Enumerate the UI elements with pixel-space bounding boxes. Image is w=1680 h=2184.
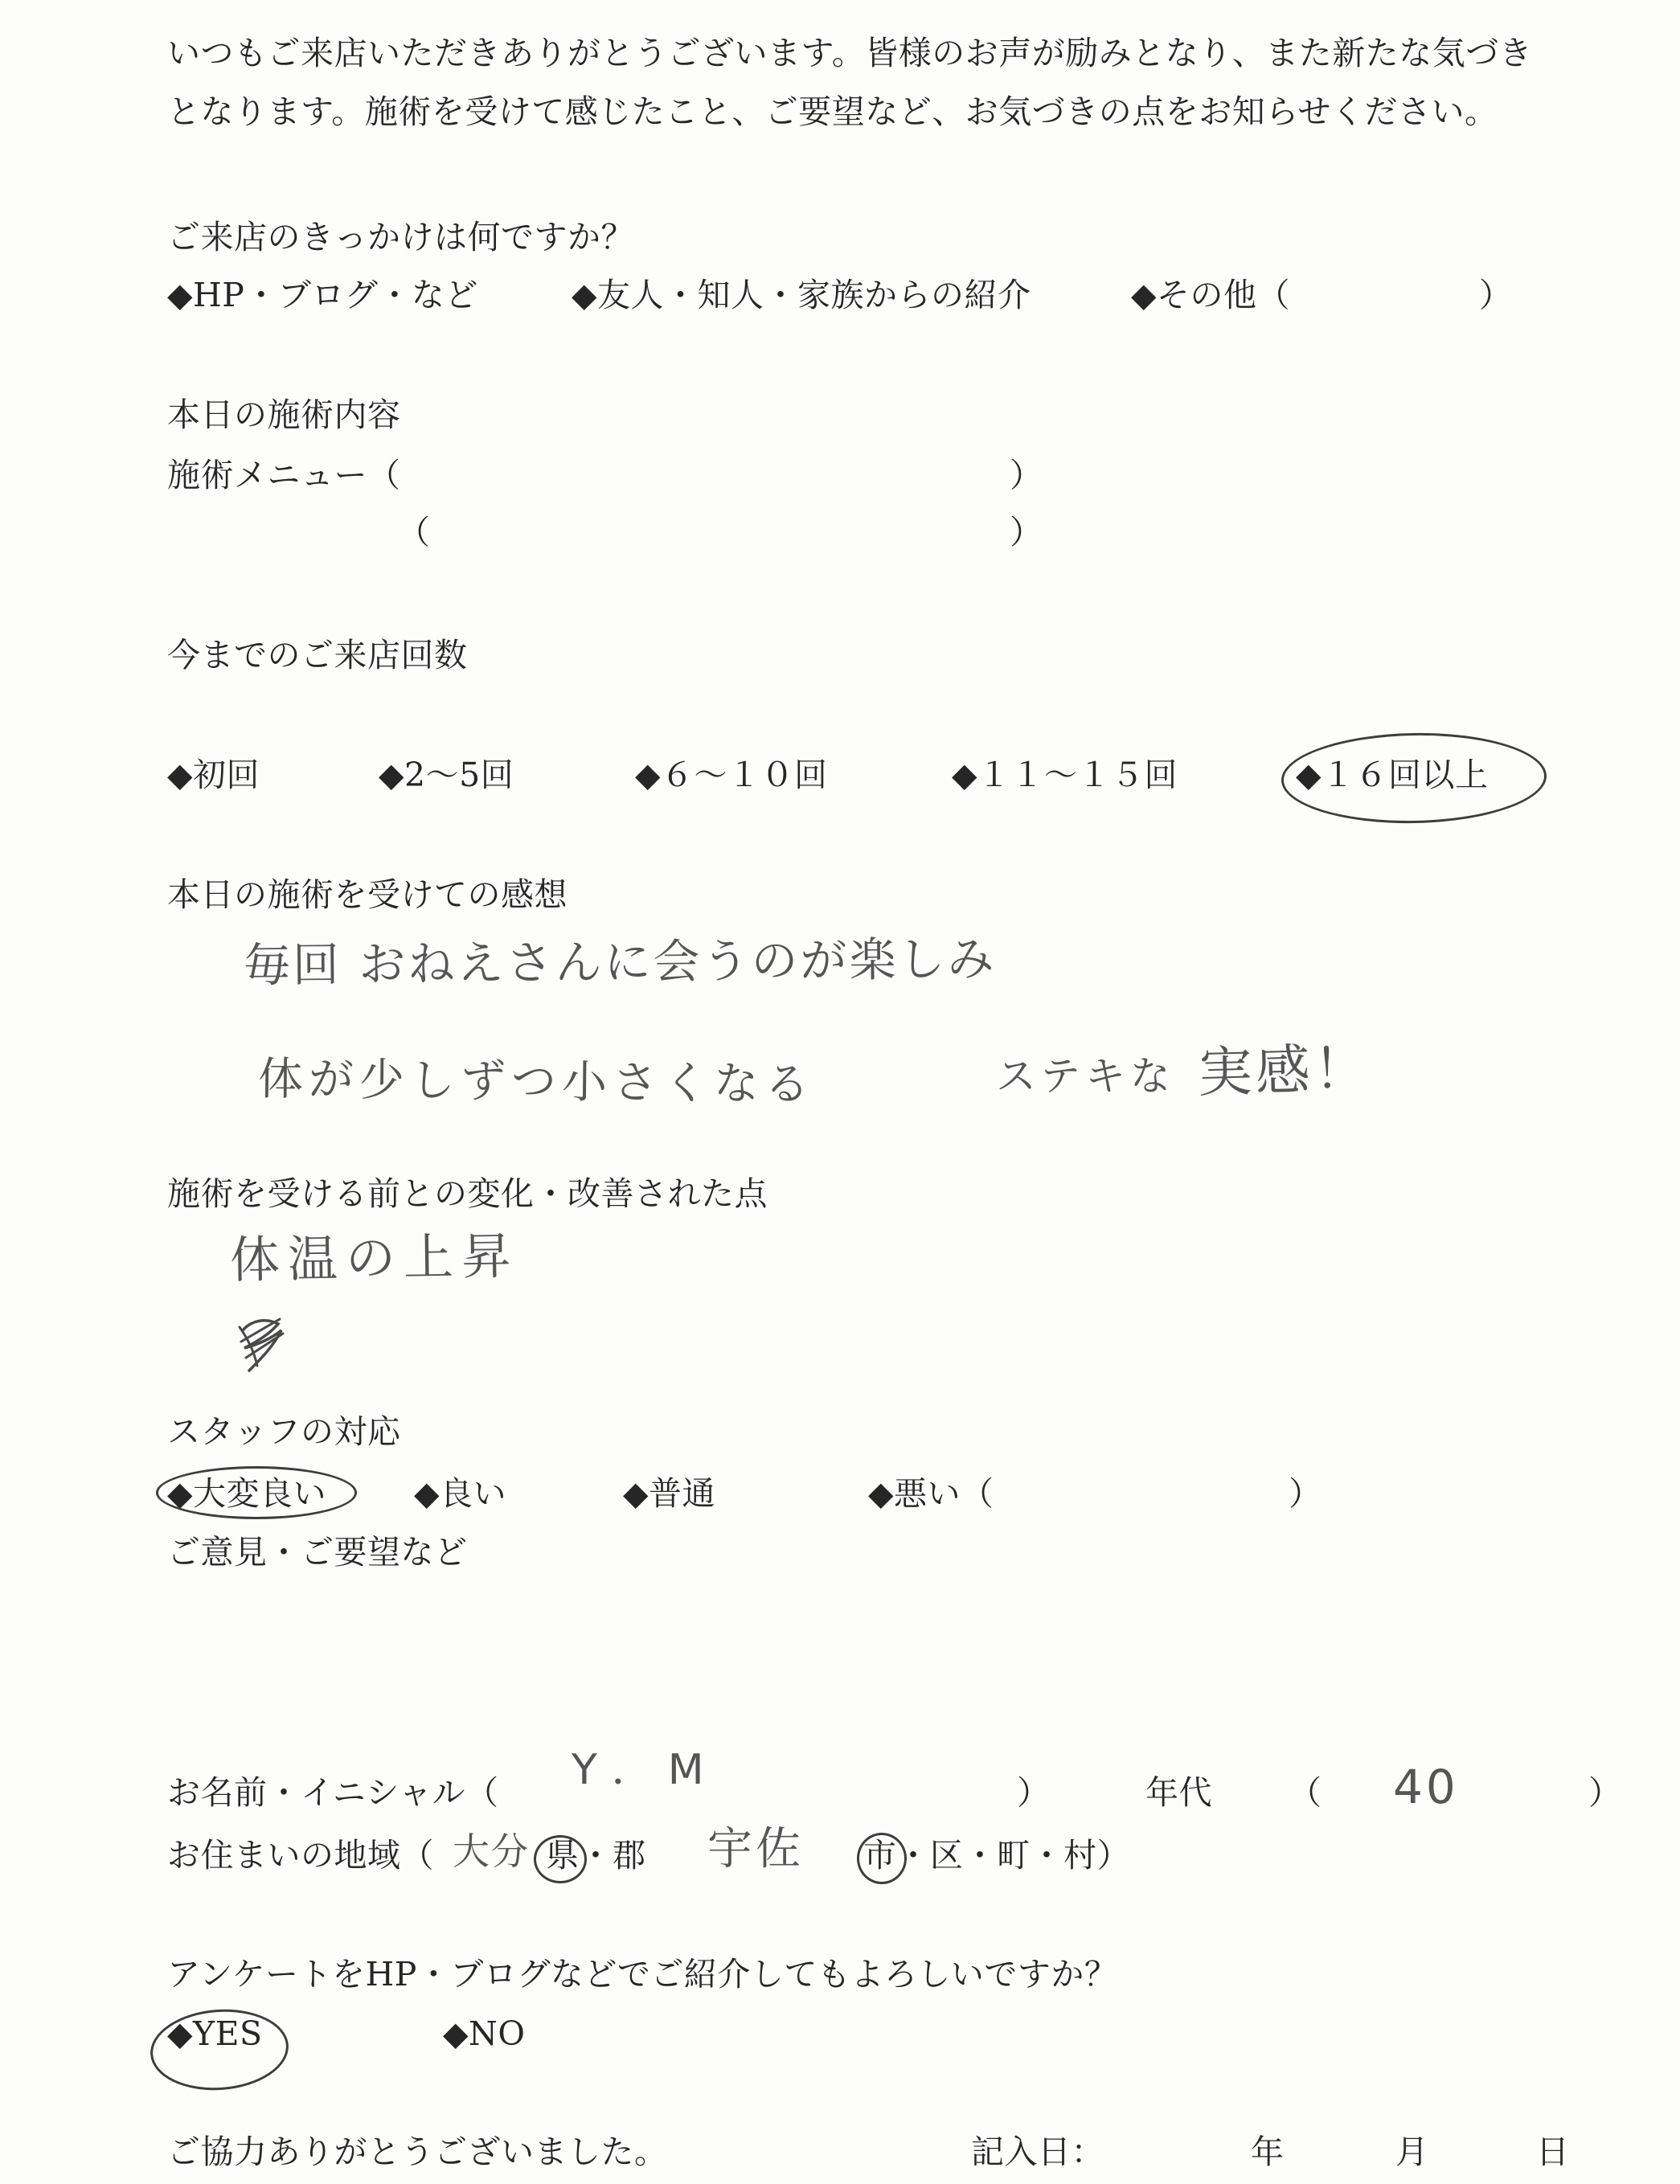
- date-year: 年: [1251, 2133, 1285, 2171]
- publish-option-no: ◆NO: [443, 2014, 526, 2053]
- age-close: ）: [1588, 1773, 1622, 1812]
- publish-question: アンケートをHP・ブログなどでご紹介してもよろしいですか？: [167, 1955, 1118, 1993]
- visits-option-first: ◆初回: [167, 756, 260, 794]
- city-handwritten: 宇佐: [707, 1823, 804, 1875]
- name-close: ）: [1017, 1773, 1051, 1812]
- thanks-text: ご協力ありがとうございました。: [167, 2133, 668, 2171]
- treatment-title: 本日の施術内容: [167, 395, 401, 434]
- comments-title: ご意見・ご要望など: [167, 1533, 468, 1571]
- prefecture-handwritten: 大分: [453, 1830, 530, 1873]
- visits-title: 今までのご来店回数: [167, 636, 468, 674]
- staff-title: スタッフの対応: [167, 1412, 401, 1451]
- treatment-menu2-open: （: [397, 513, 431, 551]
- impressions-handwritten-line-2c: 実感！: [1196, 1037, 1372, 1105]
- prefecture-selection-circle: [534, 1835, 587, 1883]
- age-open: （: [1289, 1773, 1322, 1812]
- referral-option-hp: ◆HP・ブログ・など: [167, 276, 478, 314]
- staff-option-bad: ◆悪い（: [868, 1474, 994, 1513]
- impressions-handwritten-line-2a: 体が少しずつ小さくなる: [257, 1053, 816, 1112]
- name-label: お名前・イニシャル（: [167, 1773, 499, 1812]
- intro-line-2: となります。施術を受けて感じたこと、ご要望など、お気づきの点をお知らせください。: [167, 92, 1498, 131]
- changes-handwritten: 体温の上昇: [229, 1226, 520, 1289]
- staff-option-good: ◆良い: [414, 1474, 507, 1513]
- impressions-handwritten-line-1: 毎回 おねえさんに会うのが楽しみ: [243, 931, 997, 993]
- visits-option-11-15: ◆１１～１５回: [952, 756, 1178, 794]
- staff-option-very-good: ◆大変良い: [167, 1474, 327, 1513]
- area-label: お住まいの地域（: [167, 1836, 434, 1875]
- referral-other-close: ）: [1479, 276, 1513, 314]
- impressions-title: 本日の施術を受けての感想: [167, 875, 568, 914]
- date-label: 記入日：: [971, 2133, 1104, 2171]
- staff-bad-close: ）: [1289, 1474, 1322, 1513]
- date-month: 月: [1395, 2133, 1429, 2171]
- referral-option-other: ◆その他（: [1131, 276, 1291, 314]
- city-units: 市・区・町・村）: [863, 1836, 1130, 1875]
- changes-title: 施術を受ける前との変化・改善された点: [167, 1174, 768, 1213]
- intro-line-1: いつもご来店いただきありがとうございます。皆様のお声が励みとなり、また新たな気づき: [167, 34, 1533, 72]
- staff-option-normal: ◆普通: [623, 1474, 716, 1513]
- impressions-handwritten-line-2b: ステキな: [996, 1053, 1175, 1100]
- treatment-menu-close: ）: [1010, 456, 1043, 494]
- age-handwritten: 40: [1393, 1760, 1459, 1814]
- scribble-mark: [233, 1306, 291, 1375]
- publish-option-yes: ◆YES: [167, 2014, 263, 2053]
- city-selection-circle: [857, 1833, 907, 1884]
- age-label: 年代: [1145, 1773, 1212, 1812]
- visits-option-6-10: ◆６～１０回: [635, 756, 828, 794]
- referral-option-friend: ◆友人・知人・家族からの紹介: [572, 276, 1031, 314]
- treatment-menu2-close: ）: [1010, 513, 1043, 551]
- prefecture-units: 県・郡: [546, 1836, 646, 1875]
- name-handwritten: Y．M: [572, 1746, 719, 1794]
- visits-option-16-plus: ◆１６回以上: [1296, 756, 1489, 794]
- treatment-menu-label: 施術メニュー（: [167, 456, 401, 494]
- date-day: 日: [1536, 2133, 1570, 2171]
- referral-question: ご来店のきっかけは何ですか？: [167, 218, 634, 256]
- visits-option-2-5: ◆2～5回: [379, 756, 514, 794]
- staff-selection-circle: [156, 1466, 357, 1519]
- visits-selection-circle: [1280, 731, 1547, 826]
